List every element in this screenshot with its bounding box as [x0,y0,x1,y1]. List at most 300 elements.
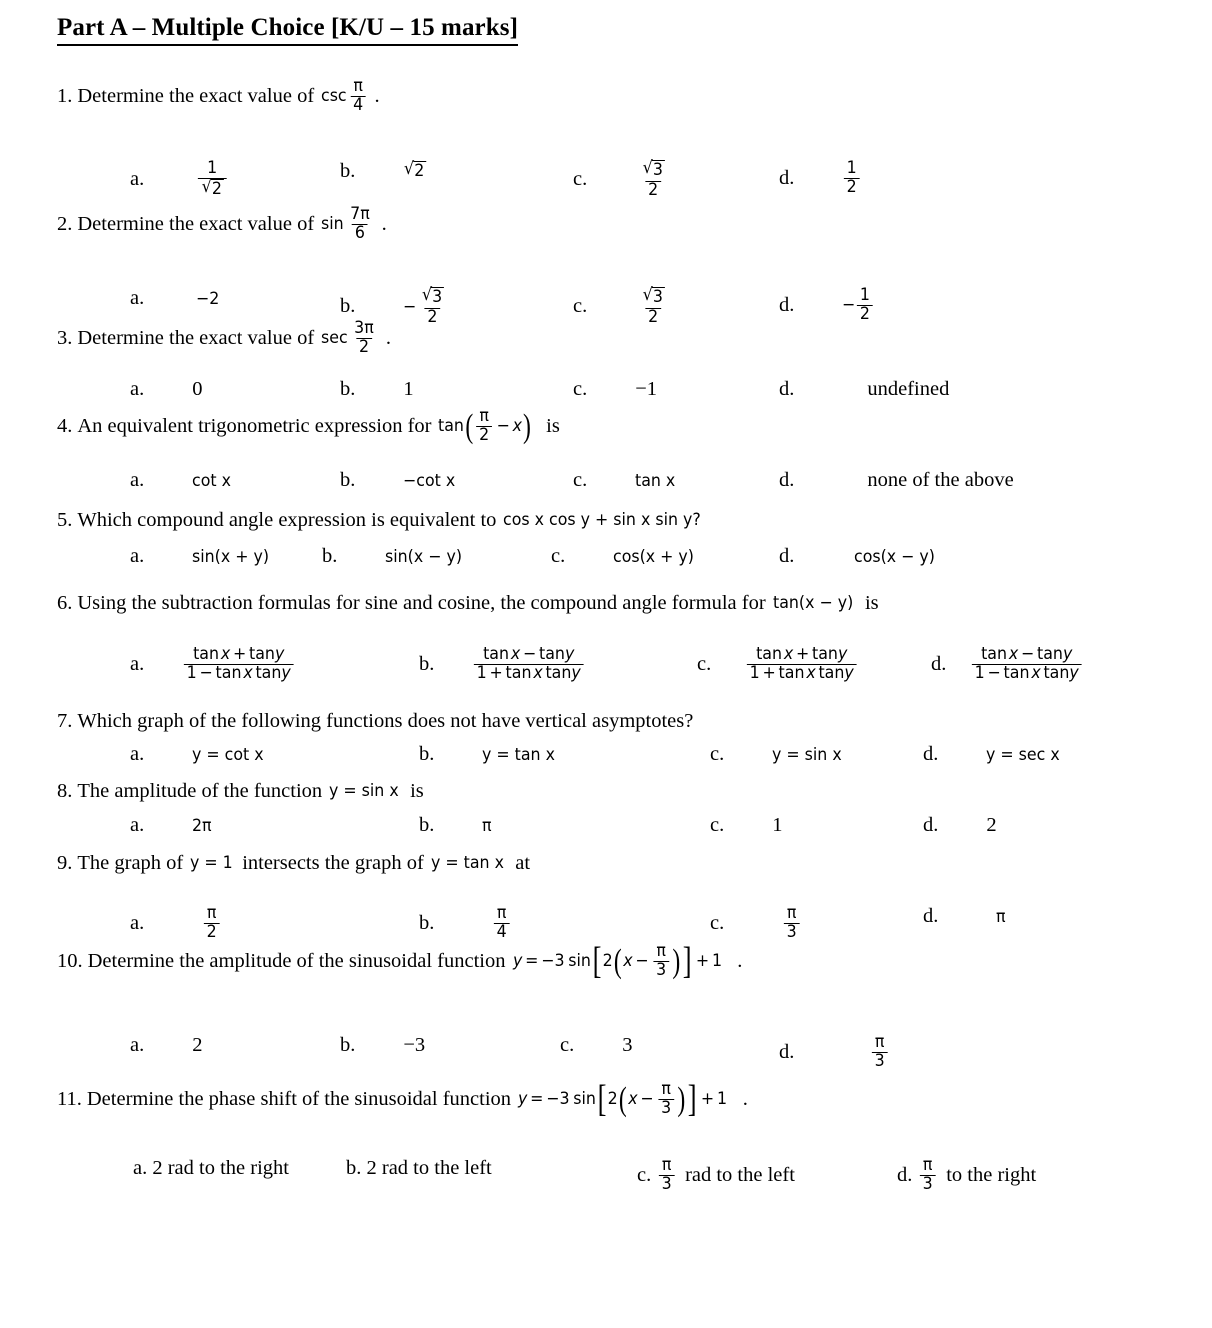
option-letter: a. [130,652,145,675]
option-4d-value: none of the above [867,469,1014,491]
question-9-stem [57,851,530,877]
tan-x: tan [215,662,242,683]
fraction-denominator: 3 [784,923,800,942]
option-4a[interactable] [130,469,234,492]
option-8d[interactable] [923,814,997,837]
fraction-numerator: π [662,1155,672,1175]
option-letter: d. [779,1040,795,1063]
tan-y: tan [255,662,282,683]
option-letter: b. [340,378,356,400]
option-11b[interactable] [346,1157,492,1180]
coefficient: −3 [546,1088,570,1109]
option-10b[interactable] [340,1034,425,1057]
option-2c-value [637,287,669,326]
question-9-expression-2: y = tan x [430,853,504,874]
tan-y: tan [539,644,566,664]
tan-sum-fraction [747,646,857,683]
fraction-numerator [352,320,377,338]
variable-y: y [571,662,582,683]
option-letter: b. [419,743,435,765]
fraction-denominator: 2 [204,923,220,942]
option-letter: d. [931,652,947,675]
parenthesized-group [618,1081,687,1118]
question-9 [57,851,530,877]
sqrt-2 [201,176,224,200]
option-11d[interactable] [897,1157,1036,1194]
pi: π [360,204,370,224]
option-letter: b. [322,545,338,567]
option-1a[interactable] [130,160,231,199]
option-5d[interactable] [779,545,941,568]
minus-sign: − [987,662,1002,683]
option-11c-text: rad to the left [685,1163,795,1186]
sqrt-3 [642,160,665,181]
tan-y: tan [249,644,276,664]
root3-over-2-fraction [639,160,668,199]
option-5b[interactable] [322,545,468,568]
variable-y: y [565,644,575,664]
question-1 [57,78,380,115]
pi-over-3-fraction [920,1157,936,1194]
fraction-denominator: 2 [356,338,372,357]
variable-x: x [511,644,521,664]
option-letter: c. [551,545,566,567]
question-6-stem [57,591,879,617]
coefficient: −3 [540,950,564,971]
option-7a[interactable] [130,743,269,766]
fraction-denominator: 2 [425,308,441,327]
option-1c-value [637,160,669,199]
question-5-stem [57,508,716,534]
option-1b-value [403,161,426,182]
option-8c-value: 1 [772,814,783,836]
option-9a-value [202,905,221,942]
question-2-stem [57,206,387,243]
option-letter: b. [340,469,356,491]
tan-diff-fraction [972,646,1082,683]
coefficient-2: 2 [602,950,613,971]
question-5 [57,508,716,534]
minus-sign: − [842,295,856,316]
question-6 [57,591,879,617]
tan-x: tan [1003,662,1030,683]
question-9-tail: at [515,852,531,874]
question-4-number: 4. [57,414,73,437]
option-6d[interactable] [931,646,1092,683]
option-4a-value: cot x [192,470,232,491]
pi-over-3-fraction [872,1034,888,1071]
question-8 [57,779,424,805]
fraction-denominator [972,664,1082,683]
three-pi-over-2-fraction [352,320,377,357]
question-11-number: 11. [57,1087,82,1110]
option-11c[interactable] [637,1157,795,1194]
pi-over-3-fraction [659,1157,675,1194]
option-3a[interactable] [130,378,202,401]
option-10a[interactable] [130,1034,202,1057]
variable-x: x [622,950,633,971]
fraction-denominator: 2 [857,305,873,324]
option-7b-value: y = tan x [482,744,556,765]
option-letter: b. [340,1034,356,1056]
question-7 [57,709,693,735]
option-letter: c. [573,469,588,491]
fraction-numerator: π [207,903,217,923]
option-9d-value: π [996,906,1006,927]
variable-x: x [221,644,231,664]
radical-sign: √ [201,176,213,197]
option-2b-value [403,287,449,326]
tan-x: tan [505,662,532,683]
option-4d[interactable] [779,469,1014,492]
radical-sign: √ [642,158,654,178]
fraction-denominator [198,178,227,200]
right-paren: ) [677,1080,686,1118]
fraction-denominator [747,664,857,683]
option-10d[interactable] [779,1034,891,1071]
fraction-numerator [418,287,447,308]
question-3-stem [57,320,391,357]
fraction-denominator: 3 [872,1052,888,1071]
option-7d[interactable] [923,743,1066,766]
fraction-denominator: 2 [477,426,493,445]
fraction-denominator: 4 [351,96,367,115]
option-4c[interactable] [573,469,679,492]
question-11-period: . [742,1087,748,1110]
question-6-tail: is [864,592,879,614]
tan-x: tan [778,662,805,683]
fraction-numerator: 1 [847,158,858,178]
option-letter: d. [779,293,795,316]
question-3-period: . [385,326,392,349]
one: 1 [477,662,488,683]
tan-y: tan [1037,644,1064,664]
option-8a-value: 2π [192,815,212,836]
sec-symbol: sec [321,327,348,348]
option-10c[interactable] [560,1034,632,1057]
option-11c-fraction [657,1157,676,1194]
question-6-text: Using the subtraction formulas for sine and cosine, the compound angle formula for [77,592,766,614]
question-4-tail: is [546,414,560,437]
minus-sign: − [640,1088,654,1109]
option-9a[interactable] [130,905,223,942]
three: 3 [354,318,365,338]
minus-sign: − [403,296,417,317]
radicand: 3 [653,160,664,180]
variable-x: x [533,662,544,683]
plus-sign: + [233,644,247,664]
variable-x: x [784,644,794,664]
option-letter: b. [419,652,435,675]
option-3b-value: 1 [403,378,414,400]
option-8a[interactable] [130,814,213,837]
option-11a[interactable] [133,1157,289,1180]
fraction-numerator: π [353,76,364,96]
question-9-mid: intersects the graph of [242,852,424,874]
variable-x: x [1031,662,1042,683]
question-4-expression [438,408,533,445]
question-9-number: 9. [57,852,73,874]
fraction-numerator [979,646,1076,664]
question-7-text: Which graph of the following functions does not have vertical asymptotes? [77,710,694,732]
variable-x: x [1009,644,1019,664]
plus-sign: + [700,1088,715,1109]
csc-symbol: csc [321,85,347,106]
option-1c[interactable] [573,160,672,199]
option-4c-value: tan x [635,470,676,491]
one: 1 [186,662,197,683]
variable-y: y [1069,662,1080,683]
variable-y: y [1063,644,1073,664]
option-2a[interactable] [130,287,221,310]
question-4-text: An equivalent trigonometric expression for [77,414,432,437]
option-letter: d. [923,814,939,836]
option-6a[interactable] [130,646,304,683]
option-9d[interactable] [923,905,1007,928]
option-2d[interactable] [779,287,877,324]
option-6d-value [970,646,1083,683]
variable-x: x [806,662,816,683]
fraction-numerator [754,646,851,664]
option-1d-value [842,160,861,197]
option-1d[interactable] [779,160,863,197]
minus-sign: − [497,415,511,436]
tan-symbol: tan [438,415,465,436]
right-bracket: ] [687,1077,697,1120]
option-letter: c. [637,1163,652,1186]
option-10b-value: −3 [403,1034,426,1056]
option-letter: d. [779,166,795,189]
fraction-denominator: 3 [659,1175,675,1194]
question-5-text: Which compound angle expression is equivalent to [77,509,497,531]
option-letter: c. [573,168,588,191]
fraction-numerator [481,646,578,664]
option-6a-value [182,646,295,683]
pi-over-4-fraction [351,78,367,115]
option-3d[interactable] [779,378,949,401]
question-4-stem [57,408,560,445]
fraction-numerator [191,646,288,664]
left-paren: ( [619,1080,627,1118]
option-letter: d. [897,1163,913,1186]
sin-symbol: sin [573,1088,596,1109]
fraction-denominator: 6 [352,224,368,243]
tan-x: tan [981,644,1008,664]
question-8-tail: is [410,780,424,802]
bracketed-group [590,939,692,982]
page-title: Part A – Multiple Choice [K/U – 15 marks] [57,14,518,46]
parenthesized-group [464,408,533,445]
fraction-numerator [639,160,668,181]
minus-sign: − [523,644,537,664]
minus-sign: − [1021,644,1035,664]
question-2-period: . [381,212,387,235]
one-half-fraction [857,287,873,324]
question-3-expression [321,320,378,357]
question-2-number: 2. [57,212,73,235]
fraction-denominator: 2 [844,178,860,197]
question-9-text: The graph of [77,852,184,874]
option-letter: d. [923,743,939,765]
option-letter: a. [130,168,145,191]
option-6b[interactable] [419,646,594,683]
question-2-text: Determine the exact value of [77,212,315,235]
question-5-number: 5. [57,509,73,531]
question-7-number: 7. [57,710,73,732]
coefficient-2: 2 [607,1088,618,1109]
option-letter: a. [130,743,145,765]
question-1-period: . [374,84,380,107]
variable-y: y [838,644,848,664]
radicand: 2 [414,161,425,182]
plus-sign: + [489,662,504,683]
one-half-fraction [844,160,860,197]
option-letter: b. [340,160,356,182]
bracketed-group [596,1077,698,1120]
question-11-text: Determine the phase shift of the sinusoidal function [86,1087,512,1110]
question-11 [57,1077,748,1120]
option-letter: b. [419,911,435,934]
variable-y: y [281,662,291,683]
question-10-number: 10. [57,949,83,972]
option-7d-value: y = sec x [986,744,1061,765]
option-5a[interactable] [130,545,275,568]
variable-x: x [243,662,253,683]
tan-y: tan [1043,662,1070,683]
pi-over-4-fraction [494,905,510,942]
option-letter: c. [697,652,712,675]
question-11-expression [518,1077,728,1120]
question-1-text: Determine the exact value of [77,84,315,107]
fraction-numerator: π [661,1079,671,1099]
minus-sign: − [634,950,649,971]
option-letter: a. [130,378,145,400]
option-3c-value: −1 [635,378,658,400]
fraction-numerator [639,287,668,308]
option-letter: c. [560,1034,575,1056]
radicand: 3 [432,287,443,307]
option-5c[interactable] [551,545,700,568]
sqrt-2 [403,161,426,182]
pi: π [364,318,374,338]
question-1-expression [321,78,368,115]
left-bracket: [ [591,939,601,982]
fraction-numerator: π [479,406,490,426]
fraction-numerator: 1 [860,285,871,305]
fraction-denominator [474,664,584,683]
question-1-number: 1. [57,84,73,107]
fraction-numerator: 1 [207,158,218,178]
option-letter: a. [130,1034,145,1056]
option-7b[interactable] [419,743,561,766]
one: 1 [749,662,760,683]
fraction-denominator: 2 [646,308,662,327]
option-5d-value: cos(x − y) [854,546,936,567]
option-5a-value: sin(x + y) [192,546,270,567]
option-letter: c. [710,814,725,836]
one: 1 [975,662,986,683]
fraction-denominator: 3 [653,961,669,980]
option-letter: c. [710,911,725,934]
option-letter: d. [779,545,795,567]
fraction-numerator [348,206,373,224]
plus-sign: + [762,662,776,683]
question-8-text: The amplitude of the function [77,780,323,802]
question-1-stem [57,78,380,115]
option-letter: a. [130,911,145,934]
option-8d-value: 2 [986,814,997,836]
option-letter: a. [130,469,145,491]
option-letter: c. [573,295,588,318]
variable-y: y [512,950,522,971]
option-6c[interactable] [697,646,867,683]
tan-x: tan [756,644,783,664]
option-11b-value: b. 2 rad to the left [346,1157,492,1179]
option-10c-value: 3 [622,1034,633,1056]
question-9-expression-1: y = 1 [190,853,233,874]
option-9c[interactable] [710,905,803,942]
tan-y: tan [812,644,839,664]
fraction-denominator [184,664,294,683]
option-9c-value [782,905,801,942]
option-8b[interactable] [419,814,493,837]
root3-over-2-fraction [639,287,668,326]
plus-sign: + [796,644,810,664]
question-10-text: Determine the amplitude of the sinusoidal function [87,949,506,972]
option-9b[interactable] [419,905,513,942]
tan-y: tan [818,662,845,683]
fraction-denominator: 2 [646,181,662,200]
question-3-number: 3. [57,326,73,349]
tan-x: tan [483,644,510,664]
option-1b[interactable] [340,160,428,183]
option-3c[interactable] [573,378,657,401]
option-8b-value: π [482,815,492,836]
question-7-stem [57,709,693,735]
equals-sign: = [530,1088,544,1109]
constant-one: 1 [711,950,722,971]
option-4b[interactable] [340,469,460,492]
pi-over-3-fraction [784,905,800,942]
option-6b-value [472,646,585,683]
plus-sign: + [695,950,709,971]
option-3b[interactable] [340,378,414,401]
option-10d-value [870,1034,889,1071]
option-2a-value: −2 [196,288,220,309]
option-10a-value: 2 [192,1034,203,1056]
pi-over-3-fraction [658,1081,674,1118]
option-5c-value: cos(x + y) [613,546,695,567]
option-11d-fraction [918,1157,937,1194]
seven-pi-over-6-fraction [348,206,373,243]
sin-symbol: sin [567,950,591,971]
option-5b-value: sin(x − y) [385,546,463,567]
tan-y: tan [545,662,572,683]
option-letter: b. [419,814,435,836]
pi-over-2-fraction [204,905,220,942]
tan-x: tan [193,644,220,664]
option-2c[interactable] [573,287,672,326]
option-3a-value: 0 [192,378,203,400]
option-1a-value [196,160,228,199]
option-letter: d. [779,378,795,400]
option-8c[interactable] [710,814,782,837]
option-7c[interactable] [710,743,847,766]
option-letter: d. [779,469,795,491]
minus-sign: − [199,662,213,683]
variable-x: x [513,415,523,436]
sqrt-3 [421,287,444,308]
